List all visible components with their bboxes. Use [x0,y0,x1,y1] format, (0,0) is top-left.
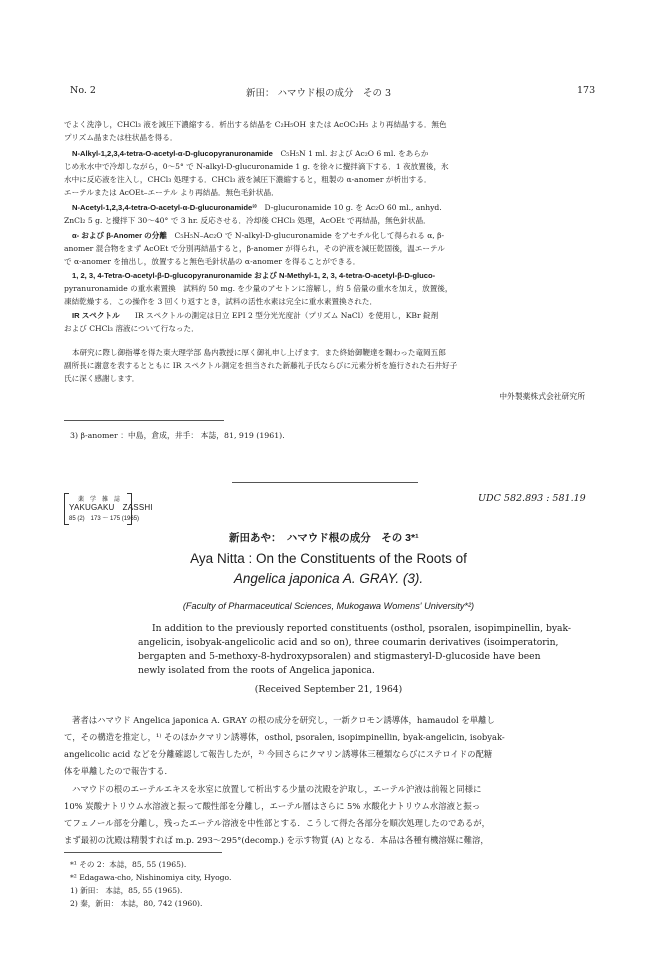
section-text: D-glucuronamide 10 g. を Ac₂O 60 ml., anhyd. [264,203,442,212]
section-text: C₅H₅N 1 ml. および Ac₂O 6 ml. をあらか [280,149,429,158]
text-line: で α-anomer を抽出し，放置すると無色毛針状晶の α-anomer を得ることができる． [64,257,361,266]
footnote: *¹ その 2：本誌，85, 55 (1965). [70,860,187,869]
text-line: プリズム晶または柱状晶を得る． [64,133,178,142]
section-title: IR スペクトル [72,311,120,320]
page-number: 173 [577,85,596,96]
reference: 3) β-anomer ：中島，倉成，井手： 本誌，81, 919 (1961). [70,431,285,440]
journal-box-issue: 85 (2) 173 ～ 175 (1965) [69,516,140,522]
affiliation: 中外製薬株式会社研究所 [499,392,585,401]
body-line: て，その構造を推定し，¹⁾ そのほかクマリン誘導体，osthol, psoralen, isopimpinellin, byak-angelicin, isobyak- [64,732,505,742]
body-line: 10% 炭酸ナトリウム水溶液と振って酸性部を分離し，エーテル層はさらに 5% 水酸化ナトリウム水溶液と振っ [64,801,481,811]
journal-box-name: YAKUGAKU ZASSHI [69,503,153,512]
text-line: ZnCl₂ 5 g. と攪拌下 30～40° で 3 hr. 反応させる．冷却後 CHCl₃ 処理，AcOEt で再結晶，無色針状晶． [64,216,431,225]
article-title-en-species: Angelica japonica A. GRAY. (3). [233,571,424,586]
abstract-line: In addition to the previously reported constituents (osthol, psoralen, isopimpinellin, byak- [152,623,572,634]
section-title: 1, 2, 3, 4-Tetra-O-acetyl-β-D-glucopyranuronamide および N-Methyl-1, 2, 3, 4-tetra-O-acetyl-β-D-gluco- [72,271,436,280]
text-line: pyranuronamide の重水素置換 試料約 50 mg. を少量のアセトンに溶解し，約 5 倍量の重水を加え，放置後， [64,284,453,293]
acknowledgement-line: 本研究に際し御指導を得た東大理学部 島内教授に厚く御礼申し上げます．また終始御鞭達を賜わった竜岡五郎 [72,348,446,357]
abstract-line: bergapten and 5-methoxy-8-hydroxypsoralen) and stigmasteryl-D-glucoside have been [138,651,541,662]
abstract-line: newly isolated from the roots of Angelica japonica. [138,665,375,676]
acknowledgement-line: 副所長に謝意を表するとともに IR スペクトル測定を担当された新藤礼子氏ならびに元素分析を施行された石井好子 [64,361,458,370]
section-text: C₅H₅N–Ac₂O で N-alkyl-D-glucuronamide をアセチル化して得られる α, β- [174,231,445,240]
text-line: エーテルまたは AcOEt–エーテル より再結晶．無色毛針状晶． [64,188,279,197]
body-line: ハマウドの根のエーテルエキスを氷室に放置して析出する少量の沈殿を沪取し，エーテル沪液は前報と同様に [72,784,482,794]
body-line: 著者はハマウド Angelica japonica A. GRAY の根の成分を研究し，一新クロモン誘導体，hamaudol を単離し [72,715,495,725]
running-title: 新田： ハマウド根の成分 その 3 [246,88,392,99]
received-date: (Received September 21, 1964) [254,684,403,695]
reference-divider [64,420,224,421]
text-line: anomer 混合物をまず AcOEt で分別再結晶すると，β-anomer が得られ，その沪液を減圧乾固後，温エーテル [64,244,445,253]
section-first-line [72,149,608,159]
text-line: 水中に反応液を注入し，CHCl₃ 処理する．CHCl₃ 液を減圧下濃縮すると，粗製の α-anomer が析出する． [64,175,432,184]
text-line: じめ氷水中で冷却しながら，0～5° で N-alkyl-D-glucuronamide 1 g. を徐々に攪拌滴下する．1 夜放置後，氷 [64,162,449,171]
author-affiliation: (Faculty of Pharmaceutical Sciences, Mukogawa Womens' University*²) [182,601,475,611]
section-title: N-Acetyl-1,2,3,4-tetra-O-acetyl-α-D-glucuronamide³⁾ [72,203,257,212]
acknowledgement-line: 氏に深く感謝します． [64,374,140,383]
text-line: および CHCl₃ 溶液について行なった． [64,324,199,333]
journal-number: No. 2 [70,85,96,96]
section-first-line [72,311,608,321]
text-line: 凍結乾燥する．この操作を 3 回くり返すとき，試料の活性水素は完全に重水素置換された． [64,297,378,306]
udc-code: UDC 582.893 : 581.19 [478,493,586,504]
section-text: IR スペクトルの測定は日立 EPI 2 型分光光度計（プリズム NaCl）を使用し，KBr 錠剤 [134,311,439,320]
article-title-jp: 新田あや： ハマウド根の成分 その 3*¹ [229,532,419,544]
journal-box-kanji: 薬 学 雑 誌 [78,497,121,503]
body-line: angelicolic acid などを分離確認して報告したが，²⁾ 今回さらにクマリン誘導体三種類ならびにステロイドの配糖 [64,749,493,759]
footnote: 1) 新田： 本誌，85, 55 (1965). [70,886,183,895]
article-separator [232,482,418,483]
section-title: α- および β-Anomer の分離 [72,231,167,240]
section-first-line [72,231,608,241]
body-line: てフェノール部を分離し，残ったエーテル溶液を中性部とする．こうして得た各部分を順次処理したのであるが， [64,818,491,828]
section-first-line [72,203,608,213]
body-line: 体を単離したので報告する． [64,766,173,776]
body-line: まず最初の沈殿は精製すれば m.p. 293～295°(decomp.) を示す物質 (A) となる．本品は各種有機溶媒に難溶， [64,835,489,845]
section-title: N-Alkyl-1,2,3,4-tetra-O-acetyl-α-D-glucopyranuronamide [72,149,273,158]
footnote: 2) 秦，新田： 本誌，80, 742 (1960). [70,899,203,908]
text-line: でよく洗浄し，CHCl₃ 液を減圧下濃縮する．析出する結晶を C₂H₅OH または AcOC₂H₅ より再結晶する．無色 [64,120,447,129]
article-title-en: Aya Nitta : On the Constituents of the Roots of [190,551,467,566]
footnote-divider [64,852,222,853]
footnote: *² Edagawa-cho, Nishinomiya city, Hyogo. [70,873,232,882]
abstract-line: angelicin, isobyak-angelicolic acid and so on), three coumarin derivatives (isoimperatorin, [138,637,559,648]
section-first-line [72,271,608,281]
journal-box [64,493,153,523]
